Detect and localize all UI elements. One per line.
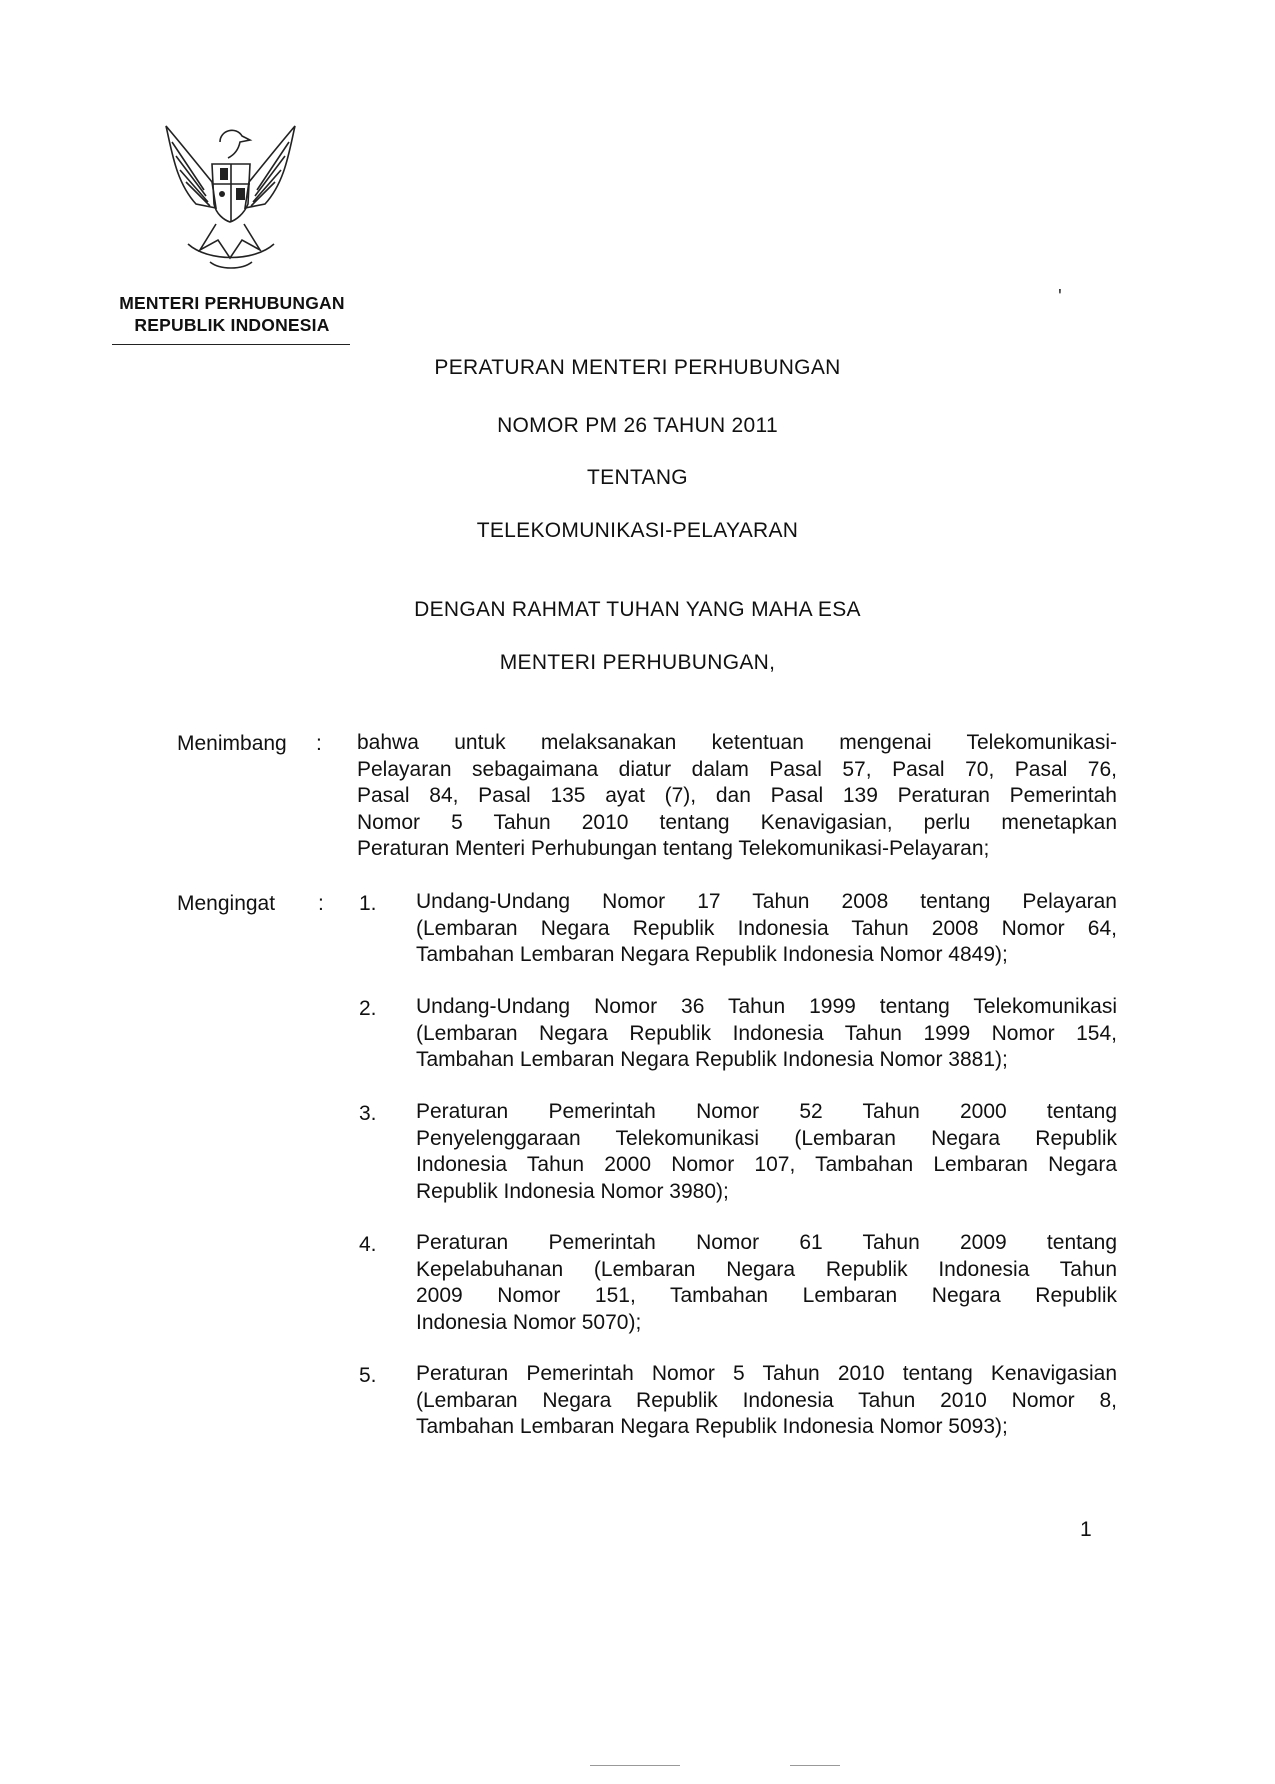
scan-artifact (590, 1765, 680, 1766)
issuer-line-1: MENTERI PERHUBUNGAN (119, 293, 345, 313)
scan-artifact (790, 1765, 840, 1766)
item-line: Kepelabuhanan (Lembaran Negara Republik Indonesia Tahun (416, 1257, 1117, 1281)
item-line: Tambahan Lembaran Negara Republik Indonesia Nomor 5093); (416, 1415, 1008, 1438)
preamble-invocation: DENGAN RAHMAT TUHAN YANG MAHA ESA (414, 598, 861, 621)
item-line: Tambahan Lembaran Negara Republik Indonesia Nomor 4849); (416, 943, 1008, 966)
issuer-underline (112, 344, 350, 345)
item-number: 5. (359, 1364, 377, 1387)
legal-basis-item (416, 1230, 1117, 1336)
menimbang-line: Pasal 84, Pasal 135 ayat (7), dan Pasal 139 Peraturan Pemerintah (357, 784, 1117, 807)
item-number: 1. (359, 892, 377, 915)
item-line: (Lembaran Negara Republik Indonesia Tahun 2010 Nomor 8, (416, 1388, 1117, 1412)
item-line: (Lembaran Negara Republik Indonesia Tahun 2008 Nomor 64, (416, 916, 1117, 940)
menimbang-line: Pelayaran sebagaimana diatur dalam Pasal 57, Pasal 70, Pasal 76, (357, 757, 1117, 781)
item-line: Republik Indonesia Nomor 3980); (416, 1179, 729, 1203)
regulation-subject: TELEKOMUNIKASI-PELAYARAN (476, 519, 799, 542)
menimbang-line: Nomor 5 Tahun 2010 tentang Kenavigasian, perlu menetapkan (357, 810, 1117, 834)
item-line: Undang-Undang Nomor 17 Tahun 2008 tentang Pelayaran (416, 890, 1117, 913)
garuda-emblem-icon (158, 112, 303, 277)
legal-basis-item (416, 994, 1117, 1074)
item-line: Peraturan Pemerintah Nomor 61 Tahun 2009 tentang (416, 1231, 1117, 1254)
item-line: Undang-Undang Nomor 36 Tahun 1999 tentang Telekomunikasi (416, 995, 1117, 1018)
issuing-authority: MENTERI PERHUBUNGAN, (499, 651, 776, 674)
item-line: Penyelenggaraan Telekomunikasi (Lembaran Negara Republik (416, 1126, 1117, 1150)
page-number: 1 (1080, 1518, 1092, 1541)
item-line: 2009 Nomor 151, Tambahan Lembaran Negara Republik (416, 1284, 1117, 1307)
menimbang-label: Menimbang (177, 732, 287, 755)
mengingat-colon: : (318, 892, 324, 915)
regulation-title: PERATURAN MENTERI PERHUBUNGAN (434, 356, 841, 379)
issuer-block (100, 292, 364, 336)
menimbang-text (357, 730, 1117, 863)
item-line: (Lembaran Negara Republik Indonesia Tahun 1999 Nomor 154, (416, 1021, 1117, 1045)
menimbang-line: bahwa untuk melaksanakan ketentuan mengenai Telekomunikasi- (357, 731, 1117, 754)
item-number: 2. (359, 997, 377, 1020)
item-line: Peraturan Pemerintah Nomor 5 Tahun 2010 tentang Kenavigasian (416, 1362, 1117, 1385)
issuer-line-2: REPUBLIK INDONESIA (134, 315, 330, 335)
mengingat-label: Mengingat (177, 892, 276, 915)
item-line: Tambahan Lembaran Negara Republik Indonesia Nomor 3881); (416, 1048, 1008, 1071)
menimbang-colon: : (316, 732, 322, 755)
item-line: Peraturan Pemerintah Nomor 52 Tahun 2000 tentang (416, 1100, 1117, 1123)
legal-basis-item (416, 889, 1117, 969)
item-number: 4. (359, 1233, 377, 1256)
legal-basis-item (416, 1361, 1117, 1441)
stray-mark: ' (1058, 286, 1062, 308)
legal-basis-item (416, 1099, 1117, 1205)
item-number: 3. (359, 1102, 377, 1125)
regulation-number: NOMOR PM 26 TAHUN 2011 (497, 414, 778, 437)
regulation-about: TENTANG (587, 466, 688, 489)
item-line: Indonesia Tahun 2000 Nomor 107, Tambahan Lembaran Negara (416, 1153, 1117, 1176)
item-line: Indonesia Nomor 5070); (416, 1310, 642, 1334)
menimbang-line: Peraturan Menteri Perhubungan tentang Telekomunikasi-Pelayaran; (357, 837, 990, 860)
